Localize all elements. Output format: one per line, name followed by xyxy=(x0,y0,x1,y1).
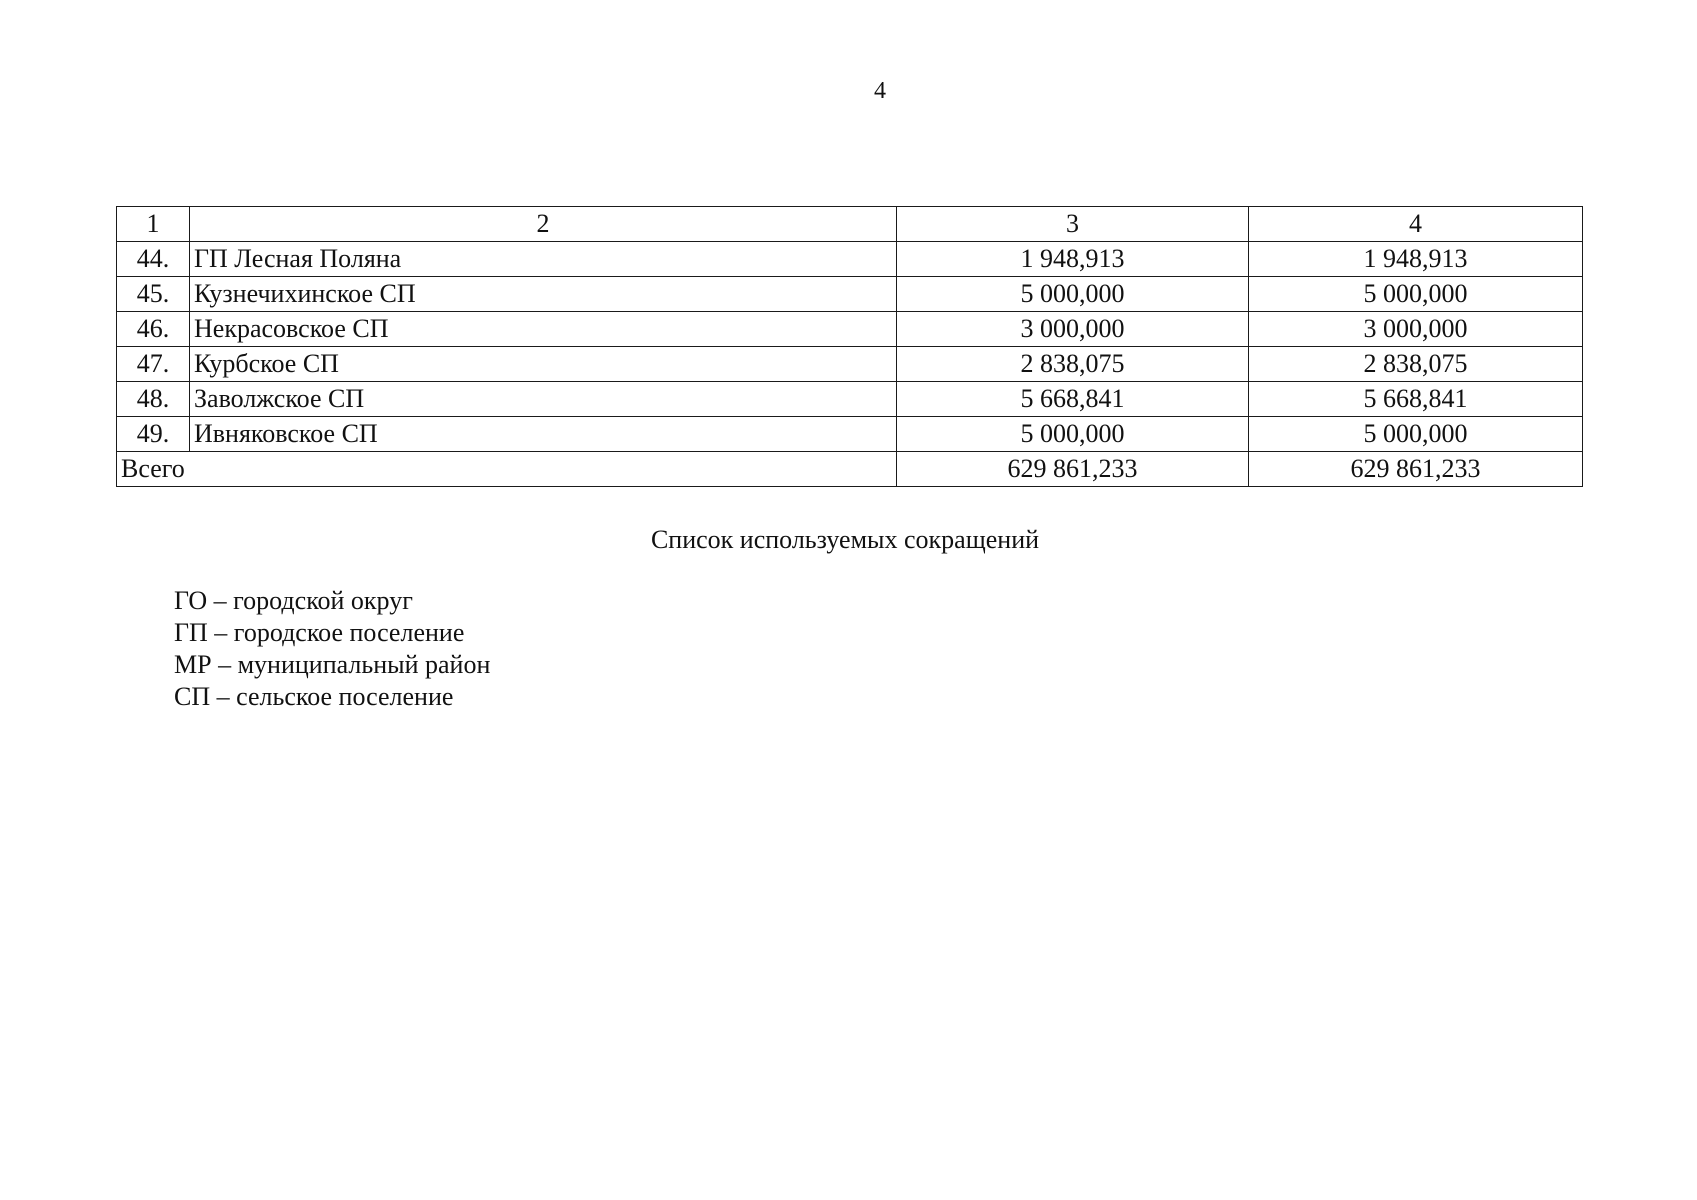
table-row xyxy=(117,242,1583,277)
row-number: 49. xyxy=(117,417,190,452)
header-cell-3: 3 xyxy=(897,207,1249,242)
abbreviations-title: Список используемых сокращений xyxy=(650,525,1040,554)
total-value-col4: 629 861,233 xyxy=(1249,452,1583,487)
row-value-col3: 5 000,000 xyxy=(897,417,1249,452)
row-value-col4: 5 000,000 xyxy=(1249,277,1583,312)
row-value-col3: 5 000,000 xyxy=(897,277,1249,312)
table-row xyxy=(117,277,1583,312)
row-name: Кузнечихинское СП xyxy=(190,277,897,312)
table-row xyxy=(117,382,1583,417)
total-label: Всего xyxy=(117,452,897,487)
budget-table xyxy=(116,206,1583,487)
total-value-col3: 629 861,233 xyxy=(897,452,1249,487)
table-total-row xyxy=(117,452,1583,487)
row-number: 47. xyxy=(117,347,190,382)
header-cell-4: 4 xyxy=(1249,207,1583,242)
row-number: 46. xyxy=(117,312,190,347)
row-value-col4: 3 000,000 xyxy=(1249,312,1583,347)
row-value-col3: 1 948,913 xyxy=(897,242,1249,277)
row-name: ГП Лесная Поляна xyxy=(190,242,897,277)
row-number: 48. xyxy=(117,382,190,417)
row-value-col4: 5 668,841 xyxy=(1249,382,1583,417)
abbreviations-list xyxy=(174,585,490,713)
table-row xyxy=(117,347,1583,382)
row-value-col3: 5 668,841 xyxy=(897,382,1249,417)
header-cell-2: 2 xyxy=(190,207,897,242)
row-name: Заволжское СП xyxy=(190,382,897,417)
row-value-col4: 2 838,075 xyxy=(1249,347,1583,382)
page-number: 4 xyxy=(874,78,886,104)
abbreviation-item: СП – сельское поселение xyxy=(174,682,454,711)
table-row xyxy=(117,417,1583,452)
row-name: Некрасовское СП xyxy=(190,312,897,347)
row-value-col3: 3 000,000 xyxy=(897,312,1249,347)
row-value-col3: 2 838,075 xyxy=(897,347,1249,382)
row-number: 45. xyxy=(117,277,190,312)
row-number: 44. xyxy=(117,242,190,277)
table-row xyxy=(117,312,1583,347)
abbreviation-item: МР – муниципальный район xyxy=(174,650,491,679)
row-name: Ивняковское СП xyxy=(190,417,897,452)
row-value-col4: 1 948,913 xyxy=(1249,242,1583,277)
abbreviation-item: ГП – городское поселение xyxy=(174,618,465,647)
row-name: Курбское СП xyxy=(190,347,897,382)
abbreviation-item: ГО – городской округ xyxy=(174,586,413,615)
table-header-row xyxy=(117,207,1583,242)
row-value-col4: 5 000,000 xyxy=(1249,417,1583,452)
header-cell-1: 1 xyxy=(117,207,190,242)
